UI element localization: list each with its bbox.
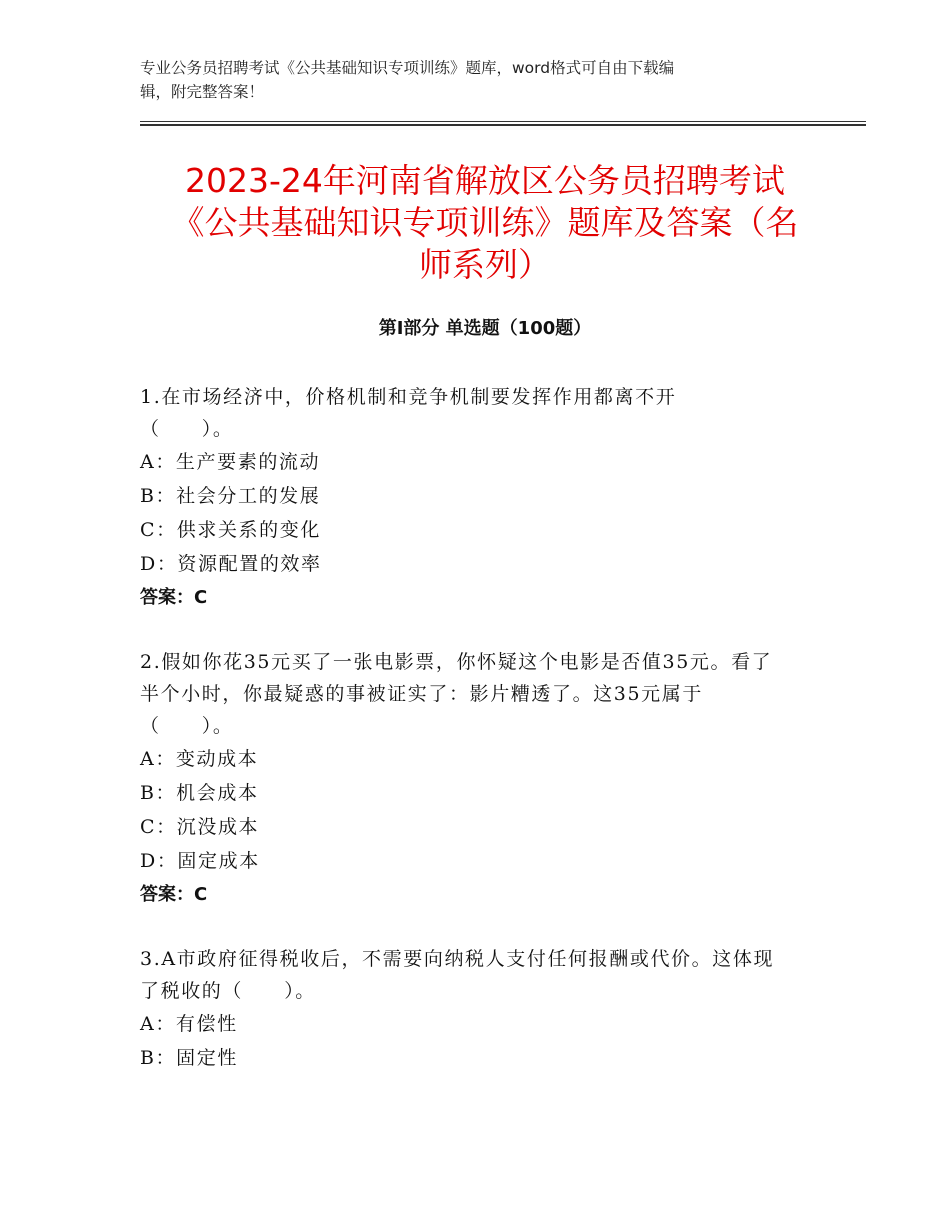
title-line: 师系列）	[419, 245, 551, 284]
option-a: A：生产要素的流动	[140, 451, 321, 473]
answer: 答案：C	[140, 884, 208, 905]
header-divider	[140, 121, 866, 126]
option-a: A：有偿性	[140, 1013, 238, 1035]
question-stem-line: （ ）。	[140, 715, 234, 737]
question-stem-line: 半个小时，你最疑惑的事被证实了：影片糟透了。这35元属于	[140, 683, 703, 705]
option-a: A：变动成本	[140, 748, 259, 770]
header-note	[140, 56, 820, 104]
option-d: D：资源配置的效率	[140, 553, 322, 575]
question-stem-line: 3.A市政府征得税收后，不需要向纳税人支付任何报酬或代价。这体现	[140, 948, 775, 970]
option-b: B：社会分工的发展	[140, 485, 321, 507]
question-2	[140, 646, 830, 912]
question-stem-line: 1.在市场经济中，价格机制和竞争机制要发挥作用都离不开	[140, 386, 677, 408]
title-line: 《公共基础知识专项训练》题库及答案（名	[171, 203, 799, 242]
option-b: B：固定性	[140, 1047, 238, 1069]
section-title: 第Ⅰ部分 单选题（100题）	[378, 318, 592, 339]
question-list	[140, 381, 830, 1106]
option-c: C：沉没成本	[140, 816, 260, 838]
answer: 答案：C	[140, 587, 208, 608]
option-b: B：机会成本	[140, 782, 259, 804]
document-title	[140, 160, 830, 286]
question-stem-line: （ ）。	[140, 418, 234, 440]
option-d: D：固定成本	[140, 850, 260, 872]
option-c: C：供求关系的变化	[140, 519, 321, 541]
header-note-line: 专业公务员招聘考试《公共基础知识专项训练》题库，word格式可自由下载编	[140, 59, 675, 77]
question-stem-line: 2.假如你花35元买了一张电影票，你怀疑这个电影是否值35元。看了	[140, 651, 773, 673]
header-note-line: 辑，附完整答案！	[140, 83, 265, 101]
question-1	[140, 381, 830, 615]
title-line: 2023-24年河南省解放区公务员招聘考试	[185, 161, 785, 200]
question-3	[140, 943, 830, 1075]
question-stem-line: 了税收的（ ）。	[140, 980, 316, 1002]
